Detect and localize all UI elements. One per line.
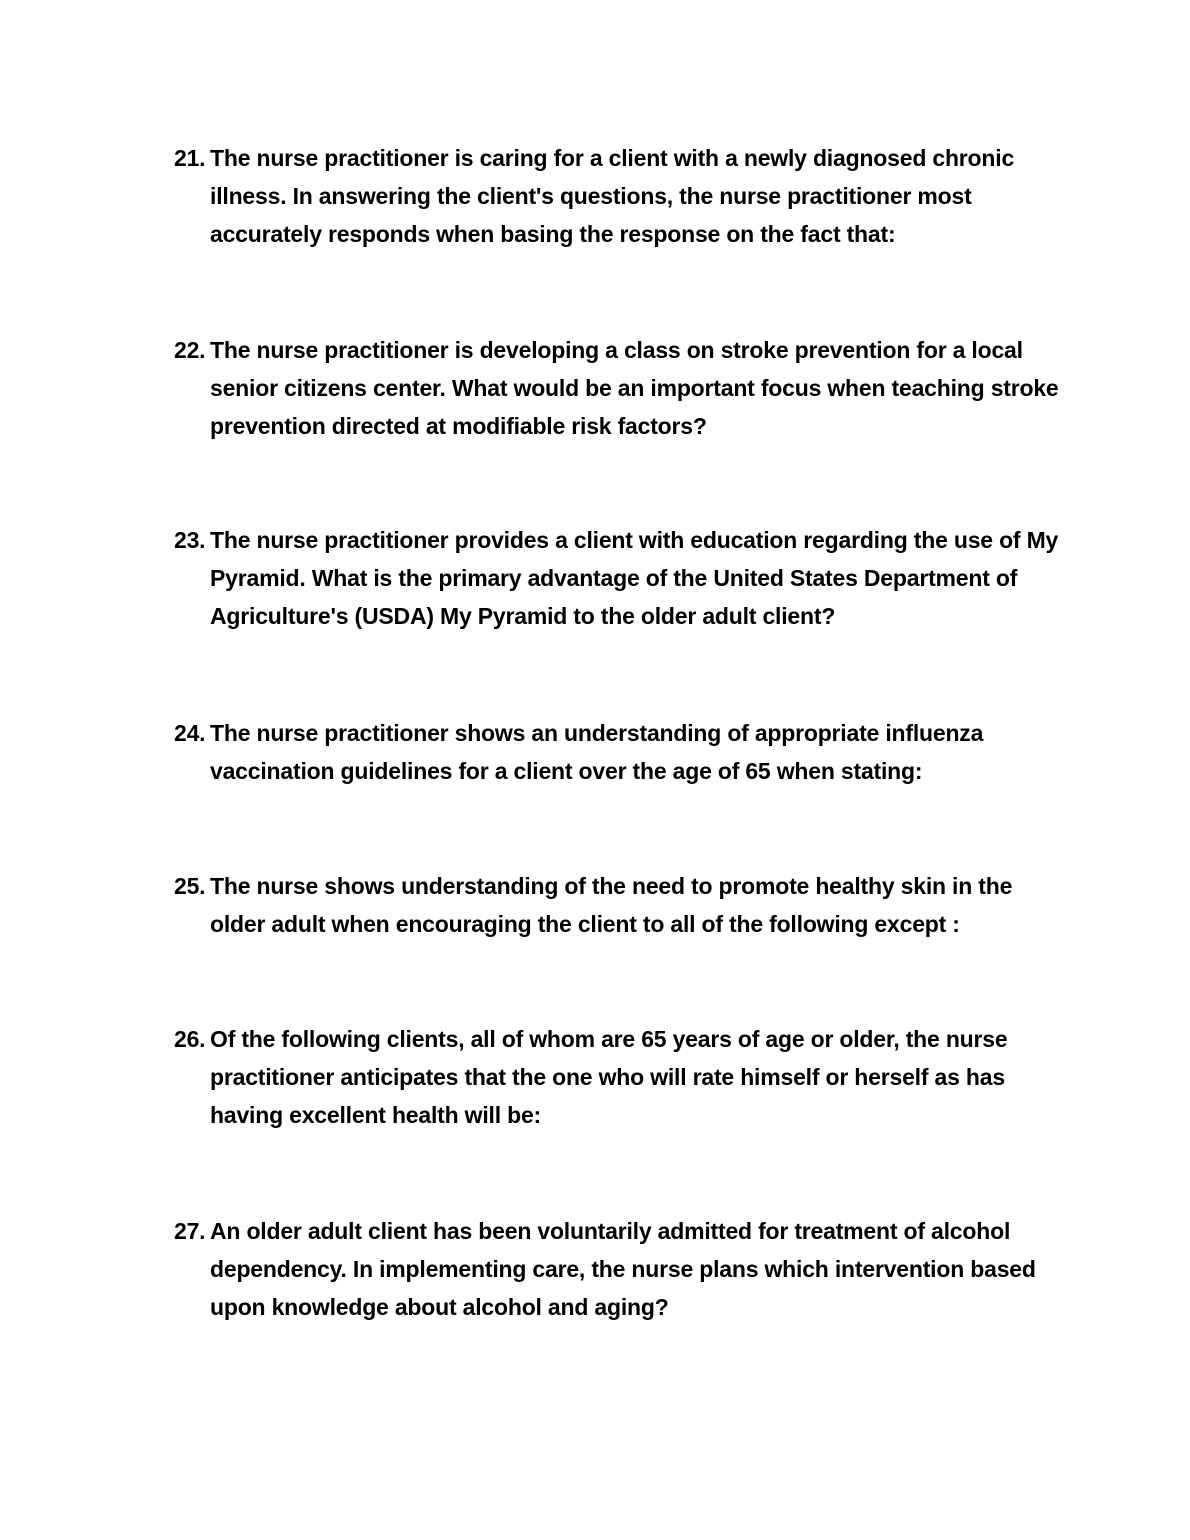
question-text: Of the following clients, all of whom are 65 years of age or older, the nurse practitioner anticipates that the one who will rate himself or herself as has having excellent health will be: (210, 1026, 1008, 1128)
question-26 (174, 1020, 1064, 1134)
question-22 (174, 331, 1064, 445)
question-text: The nurse practitioner provides a client with education regarding the use of My Pyramid. What is the primary advantage of the United States Department of Agriculture's (USDA) My Pyramid to the older adult client? (210, 527, 1059, 629)
question-21 (174, 139, 1064, 253)
question-number: 25. (174, 873, 206, 899)
question-24 (174, 714, 1064, 790)
question-text: The nurse practitioner is caring for a client with a newly diagnosed chronic illness. In answering the client's questions, the nurse practitioner most accurately responds when basing the response on the fact that: (210, 145, 1015, 247)
question-25 (174, 867, 1064, 943)
question-text: The nurse shows understanding of the need to promote healthy skin in the older adult when encouraging the client to all of the following except : (210, 873, 1013, 937)
question-number: 26. (174, 1026, 206, 1052)
question-27 (174, 1212, 1064, 1326)
question-text: The nurse practitioner shows an understanding of appropriate influenza vaccination guidelines for a client over the age of 65 when stating: (210, 720, 984, 784)
question-number: 27. (174, 1218, 206, 1244)
question-number: 22. (174, 337, 206, 363)
question-number: 24. (174, 720, 206, 746)
question-number: 23. (174, 527, 206, 553)
question-23 (174, 521, 1064, 635)
question-text: The nurse practitioner is developing a class on stroke prevention for a local senior citizens center. What would be an important focus when teaching stroke prevention directed at modifiable risk factors? (210, 337, 1059, 439)
question-number: 21. (174, 145, 206, 171)
question-text: An older adult client has been voluntarily admitted for treatment of alcohol dependency. In implementing care, the nurse plans which intervention based upon knowledge about alcohol and aging? (210, 1218, 1036, 1320)
